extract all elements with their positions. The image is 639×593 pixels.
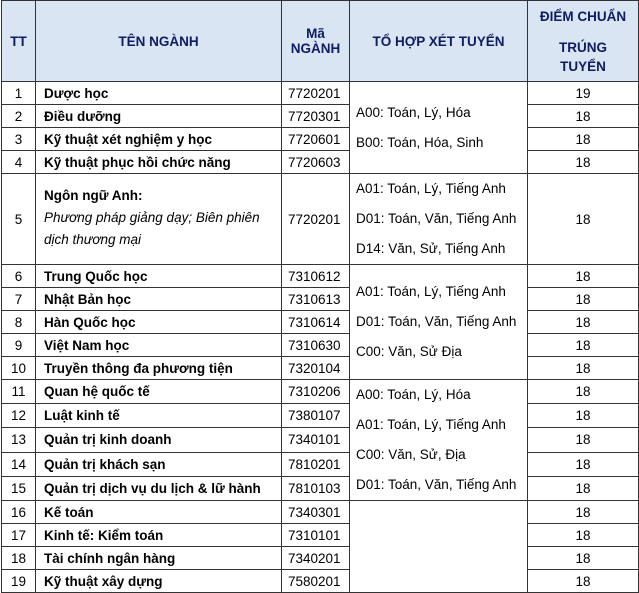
- combo-item: C00: Văn, Sử Địa: [356, 344, 462, 359]
- row-code: 7310101: [282, 524, 350, 547]
- row-score: 18: [528, 476, 639, 500]
- row-tt: 15: [2, 476, 36, 500]
- row-name: Điều dưỡng: [36, 105, 282, 128]
- row-tt: 12: [2, 404, 36, 428]
- table-row: [2, 380, 639, 404]
- row-tt: 13: [2, 428, 36, 452]
- row-name: Nhật Bản học: [36, 288, 282, 311]
- row-code: 7810201: [282, 452, 350, 476]
- combo-item: D01: Toán, Văn, Tiếng Anh: [356, 314, 517, 329]
- table-row: [2, 151, 639, 174]
- row-code: 7580201: [282, 570, 350, 593]
- row-code: 7340201: [282, 547, 350, 570]
- row-name: Tài chính ngân hàng: [36, 547, 282, 570]
- header-score-line1: ĐIỂM CHUẨN: [539, 9, 627, 24]
- combo-item: A00: Toán, Lý, Hóa: [356, 104, 471, 120]
- row-tt: 1: [2, 82, 36, 105]
- combo-item: A01: Toán, Lý, Tiếng Anh: [356, 284, 506, 299]
- header-combo: TỔ HỢP XÉT TUYỂN: [350, 1, 528, 82]
- row-score: 18: [528, 501, 639, 524]
- row-code: 7340301: [282, 501, 350, 524]
- row-tt: 18: [2, 547, 36, 570]
- row-score: 19: [528, 82, 639, 105]
- row-name: Quản trị dịch vụ du lịch & lữ hành: [36, 476, 282, 500]
- table-row: [2, 547, 639, 570]
- table-row: [2, 334, 639, 357]
- row-name: Dược học: [36, 82, 282, 105]
- table-row: [2, 570, 639, 593]
- row-score: 18: [528, 428, 639, 452]
- row-tt: 11: [2, 380, 36, 404]
- row-name: Kinh tế: Kiểm toán: [36, 524, 282, 547]
- combo-item: D01: Toán, Văn, Tiếng Anh: [356, 477, 517, 492]
- table-row: [2, 404, 639, 428]
- combo-item: D01: Toán, Văn, Tiếng Anh: [356, 211, 517, 226]
- row-tt: 2: [2, 105, 36, 128]
- row-score: 18: [528, 452, 639, 476]
- row-tt: 3: [2, 128, 36, 151]
- table-row: [2, 311, 639, 334]
- table-row: [2, 428, 639, 452]
- row-tt: 10: [2, 357, 36, 380]
- row-code: 7380107: [282, 404, 350, 428]
- row-code: 7310613: [282, 288, 350, 311]
- row-name: Trung Quốc học: [36, 265, 282, 288]
- table-row: [2, 524, 639, 547]
- row-name: Kế toán: [36, 501, 282, 524]
- row-name: Ngôn ngữ Anh:: [44, 187, 143, 203]
- table-row: [2, 128, 639, 151]
- row-code: 7310614: [282, 311, 350, 334]
- table-row: [2, 105, 639, 128]
- header-code: [282, 1, 350, 82]
- combo-group-3: [350, 265, 528, 380]
- row-name: Truyền thông đa phương tiện: [36, 357, 282, 380]
- row-tt: 16: [2, 501, 36, 524]
- row-score: 18: [528, 151, 639, 174]
- row-name: Hàn Quốc học: [36, 311, 282, 334]
- row-tt: 8: [2, 311, 36, 334]
- row-score: 18: [528, 404, 639, 428]
- table-row: [2, 452, 639, 476]
- row-score: 18: [528, 524, 639, 547]
- row-score: 18: [528, 570, 639, 593]
- row-code: 7720201: [282, 174, 350, 265]
- combo-group-4: [350, 380, 528, 501]
- row-score: 18: [528, 334, 639, 357]
- row-name: Quan hệ quốc tế: [36, 380, 282, 404]
- table-row: [2, 265, 639, 288]
- row-name: Quản trị kinh doanh: [36, 428, 282, 452]
- row-name: Kỹ thuật xây dựng: [36, 570, 282, 593]
- row-name: Việt Nam học: [36, 334, 282, 357]
- row-score: 18: [528, 547, 639, 570]
- row-code: 7720201: [282, 82, 350, 105]
- header-score-line3: TUYỂN: [560, 59, 606, 74]
- row-name: Quản trị khách sạn: [36, 452, 282, 476]
- row-name: Luật kinh tế: [36, 404, 282, 428]
- row-score: 18: [528, 128, 639, 151]
- header-score-line2: TRÚNG: [559, 40, 607, 55]
- row-tt: 6: [2, 265, 36, 288]
- table-row: [2, 357, 639, 380]
- row-tt: 14: [2, 452, 36, 476]
- row-tt: 17: [2, 524, 36, 547]
- row-name: Kỹ thuật xét nghiệm y học: [36, 128, 282, 151]
- combo-item: C00: Văn, Sử, Địa: [356, 447, 466, 462]
- row-score: 18: [528, 311, 639, 334]
- row-code: 7310630: [282, 334, 350, 357]
- header-name: TÊN NGÀNH: [36, 1, 282, 82]
- row-code: 7810103: [282, 476, 350, 500]
- header-tt: TT: [2, 1, 36, 82]
- row-name: Kỹ thuật phục hồi chức năng: [36, 151, 282, 174]
- table-row: [2, 476, 639, 500]
- row-score: 18: [528, 105, 639, 128]
- combo-item: A01: Toán, Lý, Tiếng Anh: [356, 417, 506, 432]
- row-score: 18: [528, 380, 639, 404]
- row-code: 7720601: [282, 128, 350, 151]
- header-code-line1: Mã: [306, 26, 325, 41]
- row-code: 7720603: [282, 151, 350, 174]
- row-score: 18: [528, 174, 639, 265]
- row-score: 18: [528, 265, 639, 288]
- header-code-line2: NGÀNH: [290, 41, 341, 56]
- combo-group-2: [350, 174, 528, 265]
- row-code: 7310206: [282, 380, 350, 404]
- table-row: [2, 174, 639, 265]
- row-code: 7720301: [282, 105, 350, 128]
- table-row: [2, 501, 639, 524]
- combo-group-1: [350, 82, 528, 174]
- combo-item: A01: Toán, Lý, Tiếng Anh: [356, 181, 506, 196]
- header-score: [528, 1, 639, 82]
- row-score: 18: [528, 288, 639, 311]
- row-name-sub: Phương pháp giảng dạy; Biên phiên dịch thương mại: [44, 209, 260, 247]
- table-row: [2, 288, 639, 311]
- row-code: 7310612: [282, 265, 350, 288]
- combo-item: B00: Toán, Hóa, Sinh: [356, 134, 484, 150]
- row-name-cell: [36, 174, 282, 265]
- row-tt: 19: [2, 570, 36, 593]
- row-code: 7320104: [282, 357, 350, 380]
- row-tt: 9: [2, 334, 36, 357]
- row-score: 18: [528, 357, 639, 380]
- combo-item: A00: Toán, Lý, Hóa: [356, 387, 471, 402]
- row-tt: 5: [2, 174, 36, 265]
- combo-group-empty: [350, 501, 528, 593]
- row-tt: 7: [2, 288, 36, 311]
- header-row: [2, 1, 639, 82]
- row-tt: 4: [2, 151, 36, 174]
- admission-score-table: [1, 0, 639, 593]
- row-code: 7340101: [282, 428, 350, 452]
- combo-item: D14: Văn, Sử, Tiếng Anh: [356, 241, 506, 256]
- table-row: [2, 82, 639, 105]
